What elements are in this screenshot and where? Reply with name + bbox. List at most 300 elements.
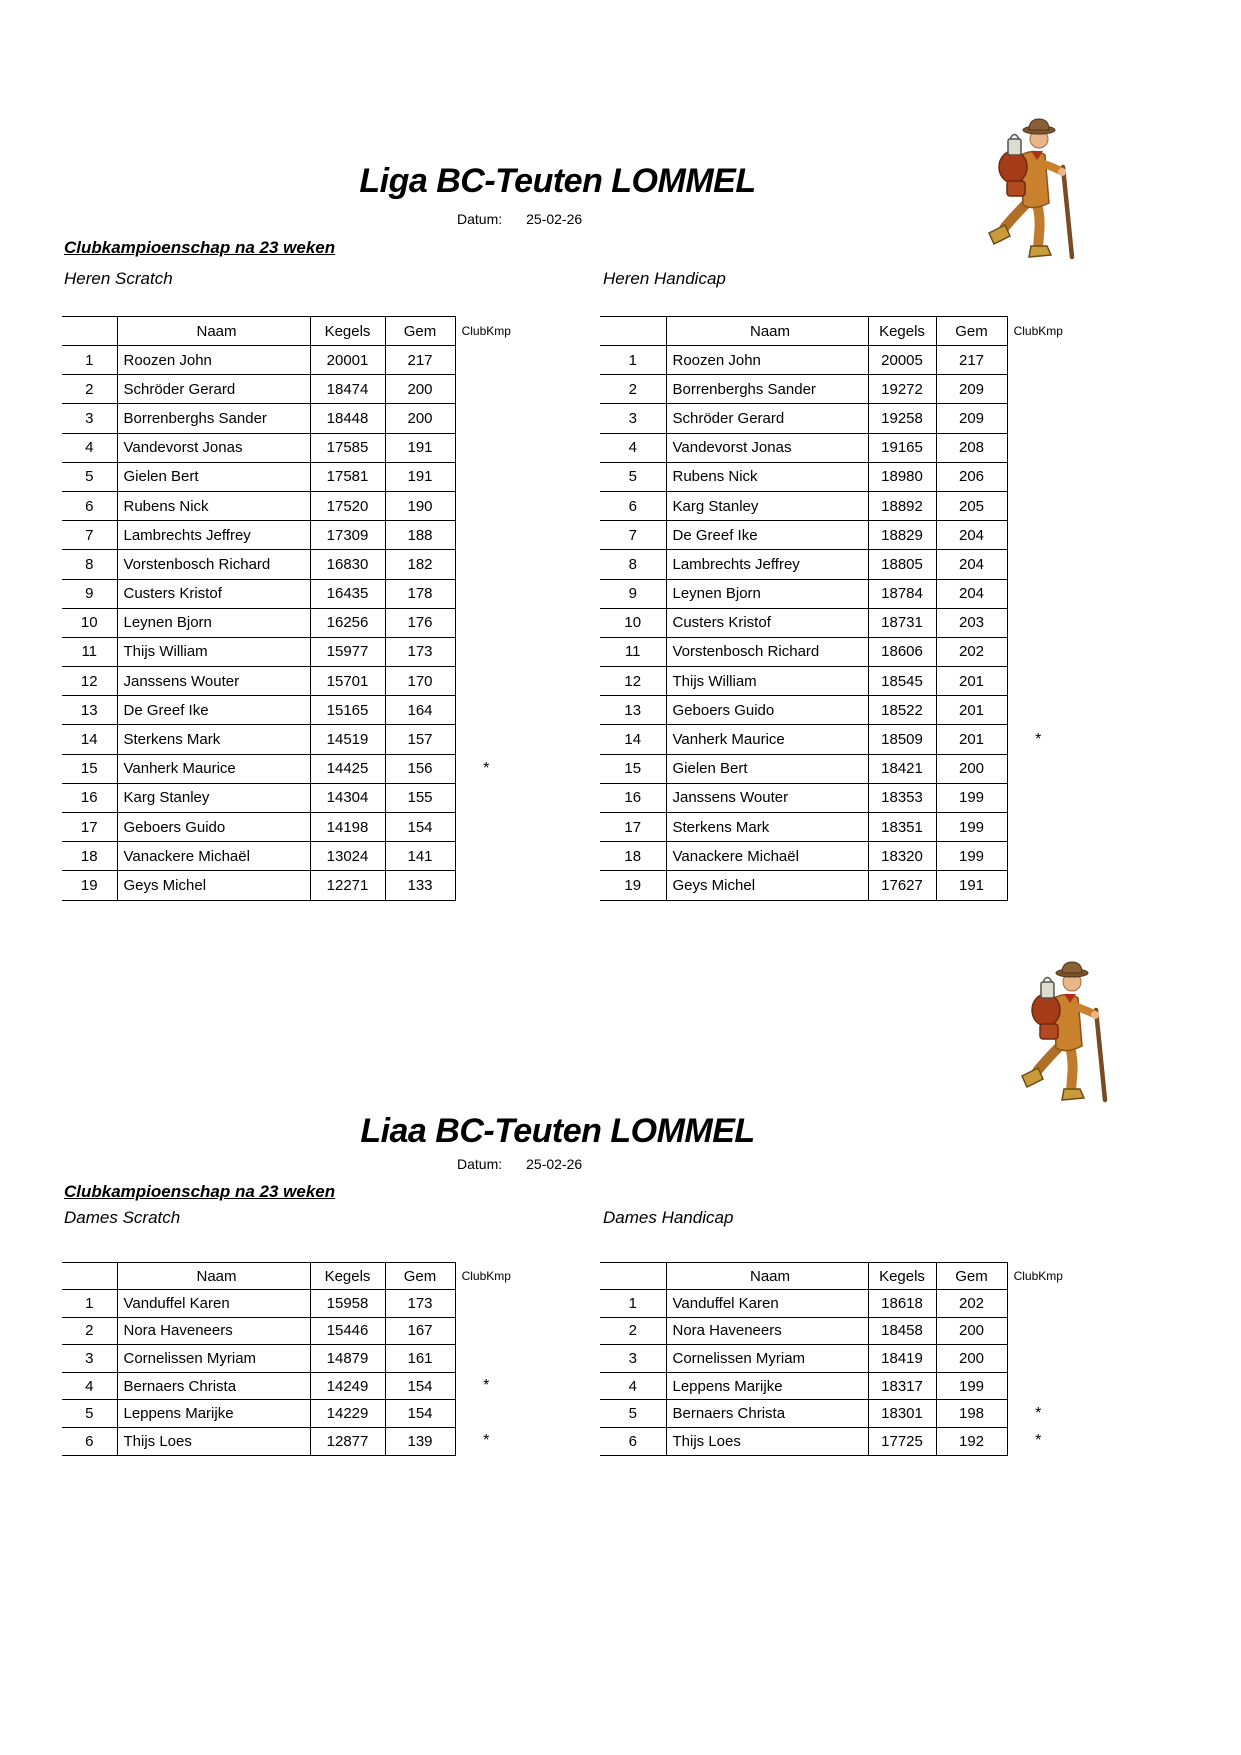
table-row bbox=[62, 462, 517, 491]
datum-label: Datum: bbox=[457, 211, 503, 227]
page-title: Liga BC-Teuten LOMMEL bbox=[359, 162, 756, 200]
name-cell: Cornelissen Myriam bbox=[666, 1345, 868, 1373]
kegels-header: Kegels bbox=[310, 1263, 385, 1290]
kegels-header: Kegels bbox=[868, 1263, 936, 1290]
kegels-cell: 18301 bbox=[868, 1400, 936, 1428]
name-cell: Custers Kristof bbox=[666, 608, 868, 637]
clubkmp-cell: * bbox=[1035, 730, 1042, 748]
table-row bbox=[600, 725, 1069, 754]
name-cell: Janssens Wouter bbox=[117, 667, 310, 696]
kegels-cell: 18509 bbox=[868, 725, 936, 754]
clubkmp-cell bbox=[1007, 462, 1069, 491]
kegels-cell: 15446 bbox=[310, 1317, 385, 1345]
rank-cell: 7 bbox=[62, 521, 117, 550]
rank-cell: 11 bbox=[600, 637, 666, 666]
kegels-cell: 16435 bbox=[310, 579, 385, 608]
clubkmp-cell bbox=[1007, 783, 1069, 812]
table-header-row bbox=[600, 1263, 1069, 1290]
name-cell: Gielen Bert bbox=[117, 462, 310, 491]
naam-header: Naam bbox=[117, 317, 310, 346]
name-cell: Thijs Loes bbox=[666, 1427, 868, 1455]
kegels-cell: 15977 bbox=[310, 637, 385, 666]
gem-cell: 200 bbox=[936, 754, 1007, 783]
rank-cell: 18 bbox=[62, 842, 117, 871]
datum-value: 25-02-26 bbox=[526, 1156, 583, 1172]
gem-cell: 141 bbox=[385, 842, 455, 871]
rank-cell: 1 bbox=[600, 346, 666, 375]
gem-header: Gem bbox=[936, 317, 1007, 346]
kegels-cell: 18351 bbox=[868, 813, 936, 842]
kegels-cell: 12877 bbox=[310, 1427, 385, 1455]
gem-cell: 167 bbox=[385, 1317, 455, 1345]
clubkmp-cell bbox=[1007, 433, 1069, 462]
table-caption-dames-scratch: Dames Scratch bbox=[64, 1208, 181, 1227]
gem-cell: 191 bbox=[385, 433, 455, 462]
name-cell: Karg Stanley bbox=[117, 783, 310, 812]
gem-cell: 154 bbox=[385, 813, 455, 842]
dames-handicap-table bbox=[600, 1262, 1069, 1456]
name-cell: De Greef Ike bbox=[666, 521, 868, 550]
rank-cell: 10 bbox=[62, 608, 117, 637]
rank-cell: 16 bbox=[62, 783, 117, 812]
gem-cell: 204 bbox=[936, 521, 1007, 550]
naam-header: Naam bbox=[666, 317, 868, 346]
gem-cell: 176 bbox=[385, 608, 455, 637]
name-cell: Vanackere Michaël bbox=[117, 842, 310, 871]
kegels-cell: 15958 bbox=[310, 1290, 385, 1318]
gem-cell: 182 bbox=[385, 550, 455, 579]
rank-cell: 14 bbox=[600, 725, 666, 754]
table-row bbox=[62, 1372, 517, 1400]
table-row bbox=[600, 871, 1069, 900]
clubkmp-header: ClubKmp bbox=[1013, 1269, 1063, 1283]
table-row bbox=[62, 871, 517, 900]
rank-cell: 6 bbox=[62, 1427, 117, 1455]
rank-header bbox=[62, 1263, 117, 1290]
table-row bbox=[600, 521, 1069, 550]
clubkmp-cell bbox=[455, 696, 517, 725]
kegels-cell: 17627 bbox=[868, 871, 936, 900]
clubkmp-cell bbox=[1007, 813, 1069, 842]
clubkmp-cell bbox=[455, 579, 517, 608]
gem-cell: 202 bbox=[936, 637, 1007, 666]
gem-cell: 199 bbox=[936, 783, 1007, 812]
table-row bbox=[62, 579, 517, 608]
clubkmp-cell bbox=[1007, 608, 1069, 637]
rank-cell: 2 bbox=[600, 1317, 666, 1345]
gem-cell: 206 bbox=[936, 462, 1007, 491]
table-row bbox=[62, 375, 517, 404]
clubkmp-cell bbox=[455, 375, 517, 404]
table-row bbox=[600, 1400, 1069, 1428]
name-cell: Thijs Loes bbox=[117, 1427, 310, 1455]
table-row bbox=[600, 1317, 1069, 1345]
name-cell: Sterkens Mark bbox=[117, 725, 310, 754]
kegels-cell: 17585 bbox=[310, 433, 385, 462]
table-row bbox=[62, 346, 517, 375]
naam-header: Naam bbox=[117, 1263, 310, 1290]
clubkmp-cell bbox=[1007, 375, 1069, 404]
rank-cell: 15 bbox=[62, 754, 117, 783]
peddler-mascot-illustration bbox=[1008, 958, 1128, 1108]
name-cell: Rubens Nick bbox=[117, 491, 310, 520]
kegels-cell: 18522 bbox=[868, 696, 936, 725]
gem-cell: 200 bbox=[936, 1317, 1007, 1345]
clubkmp-cell bbox=[455, 783, 517, 812]
rank-cell: 13 bbox=[62, 696, 117, 725]
table-row bbox=[62, 521, 517, 550]
kegels-cell: 18606 bbox=[868, 637, 936, 666]
name-cell: Geboers Guido bbox=[666, 696, 868, 725]
table-row bbox=[62, 725, 517, 754]
name-cell: Vandevorst Jonas bbox=[666, 433, 868, 462]
rank-cell: 10 bbox=[600, 608, 666, 637]
rank-cell: 17 bbox=[600, 813, 666, 842]
rank-cell: 12 bbox=[62, 667, 117, 696]
gem-cell: 191 bbox=[936, 871, 1007, 900]
clubkmp-cell bbox=[455, 404, 517, 433]
gem-header: Gem bbox=[936, 1263, 1007, 1290]
kegels-cell: 18421 bbox=[868, 754, 936, 783]
gem-cell: 191 bbox=[385, 462, 455, 491]
table-row bbox=[600, 579, 1069, 608]
rank-cell: 1 bbox=[62, 1290, 117, 1318]
rank-cell: 11 bbox=[62, 637, 117, 666]
kegels-cell: 18829 bbox=[868, 521, 936, 550]
rank-cell: 12 bbox=[600, 667, 666, 696]
datum-value: 25-02-26 bbox=[526, 211, 583, 227]
clubkmp-cell bbox=[455, 1400, 517, 1428]
kegels-cell: 18731 bbox=[868, 608, 936, 637]
kegels-cell: 18784 bbox=[868, 579, 936, 608]
heren-scratch-table bbox=[62, 316, 517, 901]
clubkmp-cell bbox=[455, 491, 517, 520]
clubkmp-header: ClubKmp bbox=[461, 324, 511, 338]
name-cell: Vorstenbosch Richard bbox=[117, 550, 310, 579]
rank-cell: 4 bbox=[600, 1372, 666, 1400]
table-row bbox=[600, 1345, 1069, 1373]
name-cell: Leppens Marijke bbox=[666, 1372, 868, 1400]
kegels-cell: 18419 bbox=[868, 1345, 936, 1373]
name-cell: Roozen John bbox=[117, 346, 310, 375]
rank-cell: 19 bbox=[600, 871, 666, 900]
table-caption-heren-handicap: Heren Handicap bbox=[603, 269, 726, 288]
gem-cell: 188 bbox=[385, 521, 455, 550]
table-row bbox=[62, 667, 517, 696]
table-row bbox=[62, 433, 517, 462]
gem-cell: 133 bbox=[385, 871, 455, 900]
kegels-cell: 18458 bbox=[868, 1317, 936, 1345]
name-cell: Leynen Bjorn bbox=[117, 608, 310, 637]
gem-cell: 178 bbox=[385, 579, 455, 608]
clubkmp-cell bbox=[1007, 871, 1069, 900]
rank-cell: 2 bbox=[600, 375, 666, 404]
name-cell: Thijs William bbox=[117, 637, 310, 666]
table-row bbox=[62, 637, 517, 666]
table-row bbox=[600, 346, 1069, 375]
rank-cell: 17 bbox=[62, 813, 117, 842]
gem-cell: 139 bbox=[385, 1427, 455, 1455]
name-cell: Lambrechts Jeffrey bbox=[666, 550, 868, 579]
rank-header bbox=[600, 1263, 666, 1290]
heren-handicap-table bbox=[600, 316, 1069, 901]
clubkmp-cell bbox=[1007, 1372, 1069, 1400]
rank-cell: 16 bbox=[600, 783, 666, 812]
rank-cell: 19 bbox=[62, 871, 117, 900]
gem-cell: 202 bbox=[936, 1290, 1007, 1318]
rank-cell: 6 bbox=[62, 491, 117, 520]
clubkmp-cell: * bbox=[483, 759, 490, 777]
gem-cell: 154 bbox=[385, 1400, 455, 1428]
kegels-cell: 17309 bbox=[310, 521, 385, 550]
gem-cell: 209 bbox=[936, 375, 1007, 404]
kegels-cell: 14519 bbox=[310, 725, 385, 754]
name-cell: Vorstenbosch Richard bbox=[666, 637, 868, 666]
name-cell: Bernaers Christa bbox=[666, 1400, 868, 1428]
table-row bbox=[62, 696, 517, 725]
name-cell: Custers Kristof bbox=[117, 579, 310, 608]
kegels-cell: 14229 bbox=[310, 1400, 385, 1428]
name-cell: Geys Michel bbox=[117, 871, 310, 900]
datum-row bbox=[457, 1156, 582, 1172]
clubkmp-cell bbox=[1007, 404, 1069, 433]
rank-cell: 9 bbox=[62, 579, 117, 608]
subtitle-clubkampioenschap: Clubkampioenschap na 23 weken bbox=[64, 238, 336, 257]
table-row bbox=[62, 550, 517, 579]
table-row bbox=[62, 1317, 517, 1345]
table-row bbox=[62, 842, 517, 871]
clubkmp-cell bbox=[455, 462, 517, 491]
datum-row bbox=[457, 211, 582, 227]
table-row bbox=[600, 813, 1069, 842]
name-cell: Thijs William bbox=[666, 667, 868, 696]
clubkmp-cell bbox=[455, 1290, 517, 1318]
rank-cell: 3 bbox=[62, 404, 117, 433]
rank-cell: 3 bbox=[62, 1345, 117, 1373]
name-cell: Vandevorst Jonas bbox=[117, 433, 310, 462]
clubkmp-header: ClubKmp bbox=[461, 1269, 511, 1283]
kegels-cell: 19258 bbox=[868, 404, 936, 433]
gem-cell: 204 bbox=[936, 550, 1007, 579]
kegels-cell: 16830 bbox=[310, 550, 385, 579]
rank-cell: 14 bbox=[62, 725, 117, 754]
gem-cell: 155 bbox=[385, 783, 455, 812]
table-row bbox=[62, 404, 517, 433]
name-cell: Nora Haveneers bbox=[117, 1317, 310, 1345]
name-cell: Vanherk Maurice bbox=[666, 725, 868, 754]
table-row bbox=[600, 491, 1069, 520]
name-cell: Geys Michel bbox=[666, 871, 868, 900]
name-cell: Vanduffel Karen bbox=[666, 1290, 868, 1318]
clubkmp-cell bbox=[1007, 521, 1069, 550]
table-row bbox=[600, 462, 1069, 491]
table-row bbox=[600, 842, 1069, 871]
clubkmp-cell bbox=[455, 433, 517, 462]
kegels-cell: 19272 bbox=[868, 375, 936, 404]
clubkmp-cell bbox=[455, 550, 517, 579]
gem-cell: 173 bbox=[385, 637, 455, 666]
table-row bbox=[62, 1427, 517, 1455]
rank-cell: 5 bbox=[600, 462, 666, 491]
name-cell: Vanduffel Karen bbox=[117, 1290, 310, 1318]
clubkmp-cell: * bbox=[483, 1377, 490, 1395]
name-cell: Rubens Nick bbox=[666, 462, 868, 491]
gem-cell: 170 bbox=[385, 667, 455, 696]
gem-cell: 154 bbox=[385, 1372, 455, 1400]
gem-cell: 200 bbox=[385, 404, 455, 433]
kegels-cell: 19165 bbox=[868, 433, 936, 462]
kegels-cell: 17520 bbox=[310, 491, 385, 520]
name-cell: Nora Haveneers bbox=[666, 1317, 868, 1345]
clubkmp-cell bbox=[455, 667, 517, 696]
rank-cell: 5 bbox=[62, 462, 117, 491]
table-row bbox=[600, 375, 1069, 404]
rank-cell: 4 bbox=[62, 1372, 117, 1400]
page-title: Liaa BC-Teuten LOMMEL bbox=[360, 1112, 755, 1150]
rank-cell: 8 bbox=[62, 550, 117, 579]
clubkmp-cell bbox=[1007, 842, 1069, 871]
kegels-cell: 14249 bbox=[310, 1372, 385, 1400]
name-cell: Sterkens Mark bbox=[666, 813, 868, 842]
gem-header: Gem bbox=[385, 317, 455, 346]
rank-cell: 2 bbox=[62, 1317, 117, 1345]
kegels-cell: 18618 bbox=[868, 1290, 936, 1318]
table-header-row bbox=[62, 1263, 517, 1290]
table-row bbox=[62, 754, 517, 783]
table-row bbox=[62, 783, 517, 812]
clubkmp-cell bbox=[1007, 754, 1069, 783]
gem-cell: 199 bbox=[936, 813, 1007, 842]
kegels-header: Kegels bbox=[310, 317, 385, 346]
rank-cell: 4 bbox=[62, 433, 117, 462]
name-cell: Karg Stanley bbox=[666, 491, 868, 520]
table-row bbox=[62, 813, 517, 842]
name-cell: Schröder Gerard bbox=[117, 375, 310, 404]
gem-cell: 199 bbox=[936, 842, 1007, 871]
peddler-mascot-illustration bbox=[975, 115, 1095, 265]
name-cell: Vanherk Maurice bbox=[117, 754, 310, 783]
subtitle-clubkampioenschap: Clubkampioenschap na 23 weken bbox=[64, 1182, 336, 1201]
clubkmp-cell: * bbox=[483, 1432, 490, 1450]
rank-cell: 7 bbox=[600, 521, 666, 550]
name-cell: Janssens Wouter bbox=[666, 783, 868, 812]
clubkmp-cell bbox=[1007, 1317, 1069, 1345]
kegels-cell: 18448 bbox=[310, 404, 385, 433]
gem-cell: 157 bbox=[385, 725, 455, 754]
naam-header: Naam bbox=[666, 1263, 868, 1290]
clubkmp-cell bbox=[1007, 637, 1069, 666]
name-cell: Vanackere Michaël bbox=[666, 842, 868, 871]
rank-cell: 4 bbox=[600, 433, 666, 462]
kegels-header: Kegels bbox=[868, 317, 936, 346]
gem-cell: 200 bbox=[385, 375, 455, 404]
clubkmp-cell bbox=[1007, 346, 1069, 375]
clubkmp-cell bbox=[1007, 491, 1069, 520]
table-row bbox=[600, 1372, 1069, 1400]
table-header-row bbox=[62, 317, 517, 346]
table-row bbox=[62, 608, 517, 637]
gem-cell: 161 bbox=[385, 1345, 455, 1373]
clubkmp-cell bbox=[455, 1345, 517, 1373]
table-row bbox=[600, 1290, 1069, 1318]
name-cell: Roozen John bbox=[666, 346, 868, 375]
name-cell: De Greef Ike bbox=[117, 696, 310, 725]
rank-cell: 3 bbox=[600, 404, 666, 433]
name-cell: Cornelissen Myriam bbox=[117, 1345, 310, 1373]
name-cell: Borrenberghs Sander bbox=[666, 375, 868, 404]
kegels-cell: 18892 bbox=[868, 491, 936, 520]
kegels-cell: 16256 bbox=[310, 608, 385, 637]
name-cell: Gielen Bert bbox=[666, 754, 868, 783]
gem-cell: 200 bbox=[936, 1345, 1007, 1373]
rank-cell: 1 bbox=[600, 1290, 666, 1318]
rank-header bbox=[600, 317, 666, 346]
gem-cell: 205 bbox=[936, 491, 1007, 520]
table-row bbox=[62, 1345, 517, 1373]
table-row bbox=[600, 783, 1069, 812]
gem-cell: 217 bbox=[936, 346, 1007, 375]
rank-cell: 13 bbox=[600, 696, 666, 725]
rank-header bbox=[62, 317, 117, 346]
datum-label: Datum: bbox=[457, 1156, 503, 1172]
table-row bbox=[600, 696, 1069, 725]
table-row bbox=[62, 1400, 517, 1428]
rank-cell: 2 bbox=[62, 375, 117, 404]
table-row bbox=[62, 491, 517, 520]
kegels-cell: 18320 bbox=[868, 842, 936, 871]
kegels-cell: 13024 bbox=[310, 842, 385, 871]
kegels-cell: 15701 bbox=[310, 667, 385, 696]
clubkmp-cell bbox=[1007, 696, 1069, 725]
gem-cell: 203 bbox=[936, 608, 1007, 637]
clubkmp-cell bbox=[455, 637, 517, 666]
kegels-cell: 18545 bbox=[868, 667, 936, 696]
gem-cell: 173 bbox=[385, 1290, 455, 1318]
kegels-cell: 18805 bbox=[868, 550, 936, 579]
gem-cell: 204 bbox=[936, 579, 1007, 608]
table-row bbox=[600, 1427, 1069, 1455]
kegels-cell: 18474 bbox=[310, 375, 385, 404]
gem-cell: 156 bbox=[385, 754, 455, 783]
kegels-cell: 18317 bbox=[868, 1372, 936, 1400]
kegels-cell: 12271 bbox=[310, 871, 385, 900]
gem-header: Gem bbox=[385, 1263, 455, 1290]
clubkmp-cell: * bbox=[1035, 1432, 1042, 1450]
gem-cell: 209 bbox=[936, 404, 1007, 433]
gem-cell: 201 bbox=[936, 696, 1007, 725]
table-row bbox=[600, 608, 1069, 637]
kegels-cell: 20001 bbox=[310, 346, 385, 375]
table-row bbox=[600, 637, 1069, 666]
rank-cell: 6 bbox=[600, 491, 666, 520]
kegels-cell: 18353 bbox=[868, 783, 936, 812]
rank-cell: 15 bbox=[600, 754, 666, 783]
clubkmp-cell bbox=[455, 842, 517, 871]
rank-cell: 18 bbox=[600, 842, 666, 871]
name-cell: Bernaers Christa bbox=[117, 1372, 310, 1400]
name-cell: Leynen Bjorn bbox=[666, 579, 868, 608]
gem-cell: 190 bbox=[385, 491, 455, 520]
table-row bbox=[600, 550, 1069, 579]
clubkmp-cell bbox=[455, 608, 517, 637]
table-row bbox=[600, 754, 1069, 783]
kegels-cell: 17725 bbox=[868, 1427, 936, 1455]
kegels-cell: 18980 bbox=[868, 462, 936, 491]
gem-cell: 208 bbox=[936, 433, 1007, 462]
name-cell: Leppens Marijke bbox=[117, 1400, 310, 1428]
gem-cell: 201 bbox=[936, 725, 1007, 754]
clubkmp-cell bbox=[455, 1317, 517, 1345]
